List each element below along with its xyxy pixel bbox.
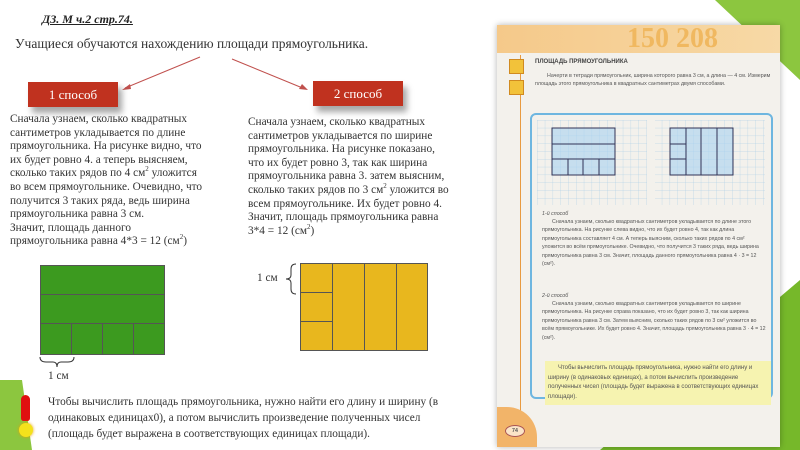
- book-page-number: 74: [505, 425, 525, 437]
- brace-icon: [38, 355, 78, 369]
- method-1-text: Сначала узнаем, сколько квадратных сантиметров укладывается по длине прямоугольника. На рисунке видно, что их будет ровно 4. а теперь выясняем, сколько таких рядов по 4 $см^2$ уложится во всем прямоугольнике. Очевидно, что получится 3 таких ряда, ведь ширина прямоугольника равна 3 см. Значит, площадь данного прямоугольника равна 4*3 = 12 $(см^2)$: [10, 113, 203, 248]
- unit-label-1: 1 см: [48, 370, 69, 382]
- green-rectangle-rows: [40, 265, 165, 355]
- method-2-text: Сначала узнаем, сколько квадратных сантиметров укладывается по ширине прямоугольника. На рисунке показано, что их будет ровно 3, так как ширина прямоугольника равна 3. затем выясним, сколько таких рядов по 3 $см^2$ уложится во всем прямоугольнике. Их будет ровно 4. Значит, площадь прямоугольника равна 3*4 = 12 $(см^2)$: [248, 116, 449, 237]
- header-numbers: 150 208: [627, 25, 718, 54]
- conclusion-text: Чтобы вычислить площадь прямоугольника, нужно найти его длину и ширину (в одинаковых единицах0), а потом вычислить произведение полученных чисел (площадь будет выражена в соответствующих единицах площади).: [48, 396, 439, 440]
- yellow-rectangle-columns: [300, 263, 428, 351]
- method-2-label: 2 способ: [313, 81, 403, 106]
- book-method1-title: 1-й способ: [542, 211, 569, 217]
- book-intro: Начерти в тетради прямоугольник, ширина которого равна 3 см, а длина — 4 см. Измерим площадь этого прямоугольника в квадратных сантиметрах двумя способами.: [535, 73, 771, 88]
- book-rule: Чтобы вычислить площадь прямоугольника, нужно найти его длину и ширину (в одинаковых единицах), а потом вычислить произведение полученных чисел (площадь будет выражена в соответствующих единицах площади).: [545, 361, 771, 405]
- grid-figures: [537, 120, 767, 210]
- page-title: ДЗ. М ч.2 стр.74.: [42, 12, 133, 26]
- subtitle: Учащиеся обучаются нахождению площади прямоугольника.: [15, 36, 369, 51]
- sun-icon: [509, 80, 524, 95]
- unit-label-2: 1 см: [257, 272, 278, 284]
- brace-icon: [284, 263, 298, 295]
- book-method2-title: 2-й способ: [542, 293, 569, 299]
- book-heading: ПЛОЩАДЬ ПРЯМОУГОЛЬНИКА: [535, 59, 628, 65]
- textbook-page-image: [497, 25, 780, 447]
- bell-icon: [509, 59, 524, 74]
- method-1-label: 1 способ: [28, 82, 118, 107]
- exclamation-icon: [18, 395, 34, 440]
- book-method1-text: Сначала узнаем, сколько квадратных сантиметров укладывается по длине этого прямоугольника. На рисунке слева видно, что их будет ровно 4, так как длина прямоугольника составляет 4 см. А теперь выясним, сколько таких рядов по 4 см² уложится во всём прямоугольнике. Очевидно, что получится 3 таких ряда, ведь ширина прямоугольника равна 3 см. Значит, площадь данного прямоугольника равна 4 · 3 = 12 (см²).: [542, 219, 759, 268]
- book-method2-text: Сначала узнаем, сколько квадратных сантиметров укладывается по ширине прямоугольника. На рисунке справа показано, что их будет ровно 3, так как ширина прямоугольника равна 3 см. Затем выясним, сколько таких рядов по 3 см² уложится во всём прямоугольнике. Их будет ровно 4. Значит, площадь прямоугольника равна 3 · 4 = 12 (см²).: [542, 301, 766, 341]
